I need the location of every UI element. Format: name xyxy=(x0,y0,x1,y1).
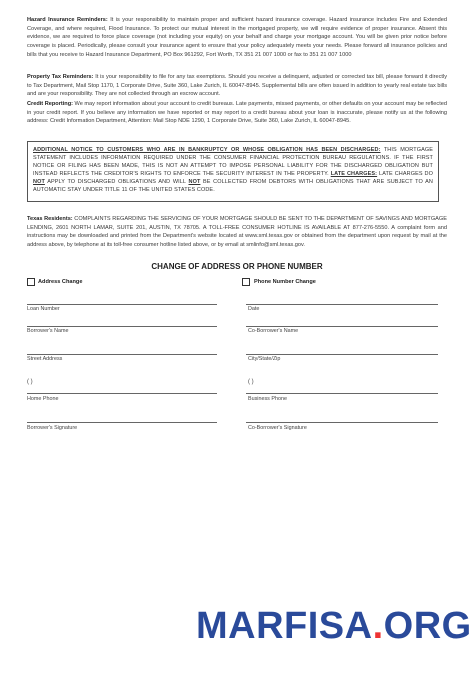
date-label: Date xyxy=(248,306,260,312)
co-borrower-name-label: Co-Borrower's Name xyxy=(248,328,299,334)
notice-heading: ADDITIONAL NOTICE TO CUSTOMERS WHO ARE IN BANKRUPTCY OR WHOSE OBLIGATION HAS BEEN DISCHARGED: xyxy=(33,147,381,153)
co-borrower-name-line[interactable] xyxy=(246,326,438,327)
loan-number-label: Loan Number xyxy=(27,306,60,312)
property-tax-heading: Property Tax Reminders: xyxy=(27,74,94,80)
marfisa-logo xyxy=(196,607,472,645)
co-borrower-signature-line[interactable] xyxy=(246,422,438,423)
credit-reporting-paragraph xyxy=(27,100,447,126)
home-phone-label: Home Phone xyxy=(27,396,59,402)
city-state-zip-line[interactable] xyxy=(246,354,438,355)
street-address-label: Street Address xyxy=(27,356,63,362)
borrower-signature-label: Borrower's Signature xyxy=(27,425,78,431)
credit-heading: Credit Reporting: xyxy=(27,101,73,107)
logo-dot: . xyxy=(372,605,384,647)
property-tax-text: It is your responsibility to file for any tax exemptions. Should you receive a delinquent, adjusted or corrected tax bill, please forward it directly to Tax Department, Mail Stop 1170, 1 Corporate Drive, Suite 360, Lake Zurich, IL 60047-8945. Supplemental bills are often issued in addition to yearly real estate tax bills and are your responsibility. They are not collected through an escrow account. xyxy=(27,74,448,98)
borrower-name-line[interactable] xyxy=(27,326,217,327)
notice-not-word-1: NOT xyxy=(33,178,45,185)
form-title: CHANGE OF ADDRESS OR PHONE NUMBER xyxy=(151,262,323,271)
notice-text-4: BE COLLECTED FROM DEBTORS WITH OBLIGATIONS THAT ARE SUBJECT TO AN AUTOMATIC STAY UNDER TITLE 11 OF THE UNITED STATES CODE. xyxy=(33,178,433,193)
texas-residents-paragraph xyxy=(27,215,447,250)
credit-text: We may report information about your account to credit bureaus. Late payments, missed payments, or other defaults on your account may be reflected in your credit report. If you believe any information we have reported or may report to a credit bureau about your loan is inaccurate, please notify us at the following address: Credit Information Department, Attention: Mail Stop NDE 1290, 1 Corporate Drive, Suite 360, Lake Zurich, IL 60047-8945. xyxy=(27,101,447,125)
street-address-line[interactable] xyxy=(27,354,217,355)
property-tax-paragraph xyxy=(27,73,447,99)
business-phone-area-code: ( ) xyxy=(248,379,254,385)
borrower-name-label: Borrower's Name xyxy=(27,328,69,334)
borrower-signature-line[interactable] xyxy=(27,422,217,423)
hazard-insurance-paragraph xyxy=(27,16,447,60)
co-borrower-signature-label: Co-Borrower's Signature xyxy=(248,425,307,431)
city-state-zip-label: City/State/Zip xyxy=(248,356,281,362)
phone-change-checkbox[interactable] xyxy=(242,278,250,286)
home-phone-line[interactable] xyxy=(27,393,217,394)
late-charges-heading: LATE CHARGES: xyxy=(330,170,378,177)
notice-text-3: APPLY TO DISCHARGED OBLIGATIONS AND WILL xyxy=(44,178,189,185)
notice-text-2: LATE CHARGES DO xyxy=(377,170,433,177)
notice-text-1: THIS MORTGAGE STATEMENT INCLUDES INFORMATION REQUIRED UNDER THE CONSUMER FINANCIAL PROTECTION BUREAU REGULATIONS. IF THE FIRST NOTICE OR FILING HAS BEEN MADE, THIS IS NOT AN ATTEMPT TO IMPOSE PERSONAL LIABILITY FOR THE DISCHARGED OBLIGATION BUT INSTEAD REFLECTS THE CREDITOR'S RIGHTS TO ENFORCE THE SECURITY INTEREST IN THE PROPERTY. xyxy=(33,147,433,177)
business-phone-line[interactable] xyxy=(246,393,438,394)
hazard-heading: Hazard Insurance Reminders: xyxy=(27,17,108,23)
business-phone-label: Business Phone xyxy=(248,396,287,402)
texas-text: COMPLAINTS REGARDING THE SERVICING OF YOUR MORTGAGE SHOULD BE SENT TO THE DEPARTMENT OF SAVINGS AND MORTGAGE LENDING, 2601 NORTH LAMAR, SUITE 201, AUSTIN, TX 78705. A TOLL-FREE CONSUMER HOTLINE IS AVAILABLE AT 877-276-5550. A complaint form and instructions may be downloaded and printed from the Department's website located at www.sml.texas.gov or obtained from the department upon request by mail at the address above, by telephone at its toll-free consumer hotline listed above, or by email at smlinfo@sml.texas.gov. xyxy=(27,216,447,249)
bankruptcy-notice-box xyxy=(27,141,439,202)
logo-part-2: ORG xyxy=(383,605,472,647)
hazard-text: It is your responsibility to maintain proper and sufficient hazard insurance coverage. Hazard insurance includes Fire and Extended Coverage, and where required, Flood Insurance. To protect our mutual interest in the mortgaged property, we will require evidence of proper insurance. Absent this evidence, we are required to force place coverage (not including your equity) on your behalf and charge your mortgage account. You will be given prior notice before coverage is placed. Periodically, please consult your insurance agent to ensure that your policy adequately meets your needs. Please forward all insurance policies and bills that you receive to Hazard Insurance Department, PO Box 961292, Fort Worth, TX 351 21 007 1000 or fax to 351 21 007 1000 xyxy=(27,17,447,58)
phone-change-label: Phone Number Change xyxy=(254,279,316,285)
address-change-label: Address Change xyxy=(38,279,83,285)
notice-not-word-2: NOT xyxy=(188,178,201,185)
home-phone-area-code: ( ) xyxy=(27,379,33,385)
address-change-checkbox[interactable] xyxy=(27,278,35,286)
logo-part-1: MARFISA xyxy=(196,605,373,647)
loan-number-line[interactable] xyxy=(27,304,217,305)
texas-heading: Texas Residents: xyxy=(27,216,73,222)
date-line[interactable] xyxy=(246,304,438,305)
